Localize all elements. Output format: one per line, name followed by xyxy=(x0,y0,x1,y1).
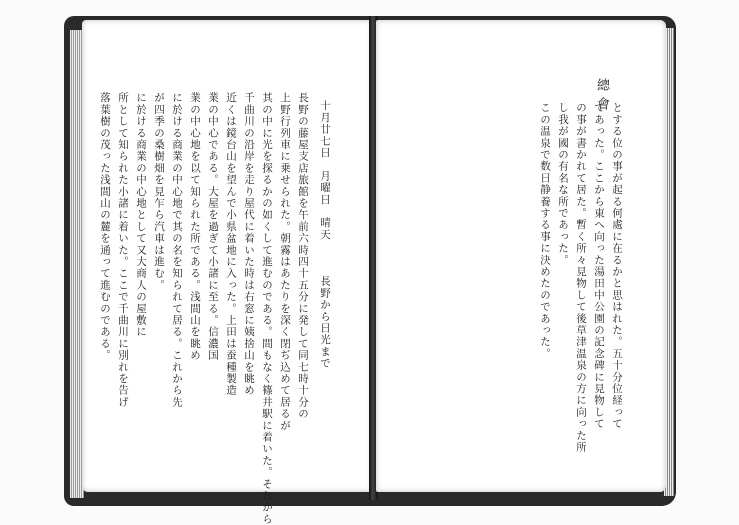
text-column: し我が國の有名な所であった。 xyxy=(557,102,569,266)
text-column: 十月廿七日 月曜日 晴天 長野から日光まで xyxy=(319,100,331,370)
text-column: 上野行列車に乗せられた。朝霧はあたりを深く閉ぢ込めて居るが xyxy=(279,92,291,432)
right-page xyxy=(376,20,666,492)
text-column: 業の中心である。大屋を過ぎて小諸に至る。信濃国 xyxy=(207,92,219,362)
text-column: の事が書かれて居た。暫く所々見物して後草津温泉の方に向った所 xyxy=(575,102,587,453)
text-column: 近くは鏡台山を望んで小県盆地に入った。上田は蚕種製造 xyxy=(225,92,237,397)
text-column: 長野の藤屋支店旅館を午前六時四十五分に発して同七時十分の xyxy=(297,92,309,420)
page-heading: 總會 xyxy=(594,78,609,116)
left-page xyxy=(82,20,372,525)
text-column: に於ける商業の中心地として又大商人の屋敷に xyxy=(135,92,147,338)
text-column: てあった。ここから東へ向った湯田中公園の記念碑に見物して xyxy=(593,102,605,430)
text-column: が四季の桑樹畑を見乍ら汽車は進む。 xyxy=(153,92,165,291)
text-column: 業の中心地を以て知られた所である。浅間山を眺め xyxy=(189,92,201,362)
text-column: 千曲川の沿岸を走り屋代に着いた時は右窓に姨捨山を眺め xyxy=(243,92,255,397)
text-column: 落葉樹の茂った浅間山の麓を通って進むのである。 xyxy=(99,92,111,362)
text-column: に於ける商業の中心地で其の名を知られて居る。これから先 xyxy=(171,92,183,408)
text-column: この温泉で数日静養する事に決めたのであった。 xyxy=(539,102,551,360)
text-column: とする位の事が起る何處に在るかと思はれた。五十分位経って xyxy=(611,102,623,430)
text-column: 所として知られた小諸に着いた。ここで千曲川に別れを告げ xyxy=(117,92,129,408)
text-column: 其の中に光を探るかの如くして進むのである。間もなく篠井駅に着いた。それから xyxy=(261,92,273,525)
